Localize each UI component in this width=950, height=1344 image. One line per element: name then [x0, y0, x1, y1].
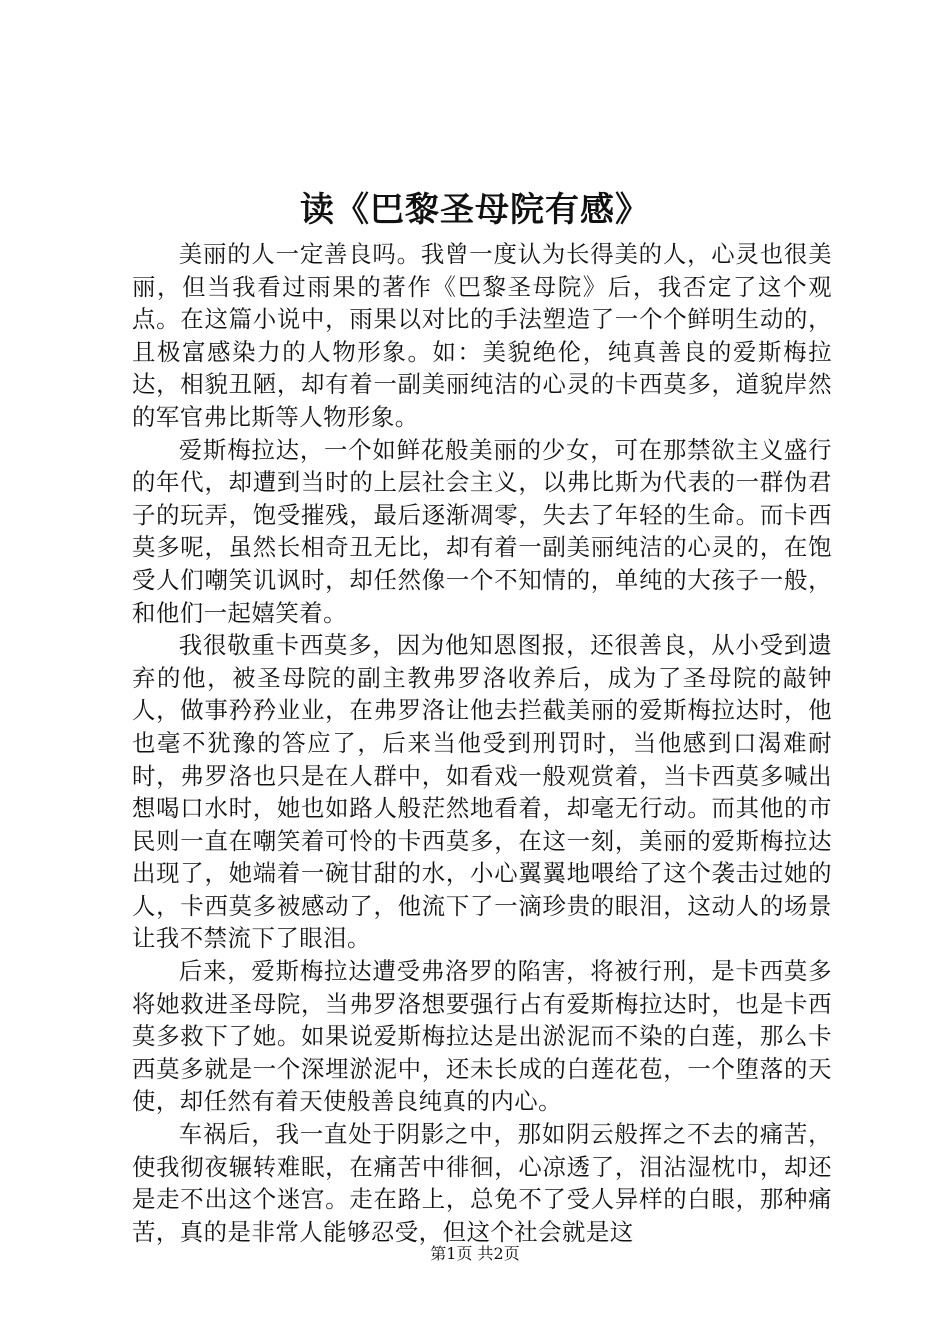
document-title: 读《巴黎圣母院有感》 [300, 190, 650, 230]
paragraph-3: 我很敬重卡西莫多，因为他知恩图报，还很善良，从小受到遗弃的他，被圣母院的副主教弗罗洛收养后，成为了圣母院的敲钟人，做事矜矜业业，在弗罗洛让他去拦截美丽的爱斯梅拉达时，他也毫不犹豫的答应了，后来当他受到刑罚时，当他感到口渴难耐时，弗罗洛也只是在人群中，如看戏一般观赏着，当卡西莫多喊出想喝口水时，她也如路人般茫然地看着，却毫无行动。而其他的市民则一直在嘲笑着可怜的卡西莫多，在这一刻，美丽的爱斯梅拉达出现了，她端着一碗甘甜的水，小心翼翼地喂给了这个袭击过她的人，卡西莫多被感动了，他流下了一滴珍贵的眼泪，这动人的场景让我不禁流下了眼泪。 [132, 631, 832, 953]
paragraph-2: 爱斯梅拉达，一个如鲜花般美丽的少女，可在那禁欲主义盛行的年代，却遭到当时的上层社会主义，以弗比斯为代表的一群伪君子的玩弄，饱受摧残，最后逐渐凋零，失去了年轻的生命。而卡西莫多呢，虽然长相奇丑无比，却有着一副美丽纯洁的心灵的，在饱受人们嘲笑讥讽时，却任然像一个不知情的，单纯的大孩子一般，和他们一起嬉笑着。 [132, 435, 832, 627]
document-body [132, 238, 832, 1248]
paragraph-1: 美丽的人一定善良吗。我曾一度认为长得美的人，心灵也很美丽，但当我看过雨果的著作《巴黎圣母院》后，我否定了这个观点。在这篇小说中，雨果以对比的手法塑造了一个个鲜明生动的，且极富感染力的人物形象。如：美貌绝伦，纯真善良的爱斯梅拉达，相貌丑陋，却有着一副美丽纯洁的心灵的卡西莫多，道貌岸然的军官弗比斯等人物形象。 [132, 240, 832, 431]
paragraph-5: 车祸后，我一直处于阴影之中，那如阴云般挥之不去的痛苦，使我彻夜辗转难眠，在痛苦中徘徊，心凉透了，泪沾湿枕巾，却还是走不出这个迷宫。走在路上，总免不了受人异样的白眼，那种痛苦，真的是非常人能够忍受，但这个社会就是这 [132, 1120, 832, 1246]
page-number-footer: 第1页 共2页 [430, 1244, 520, 1263]
paragraph-4: 后来，爱斯梅拉达遭受弗洛罗的陷害，将被行刑，是卡西莫多将她救进圣母院，当弗罗洛想要强行占有爱斯梅拉达时，也是卡西莫多救下了她。如果说爱斯梅拉达是出淤泥而不染的白莲，那么卡西莫多就是一个深埋淤泥中，还未长成的白莲花苞，一个堕落的天使，却任然有着天使般善良纯真的内心。 [132, 957, 832, 1116]
